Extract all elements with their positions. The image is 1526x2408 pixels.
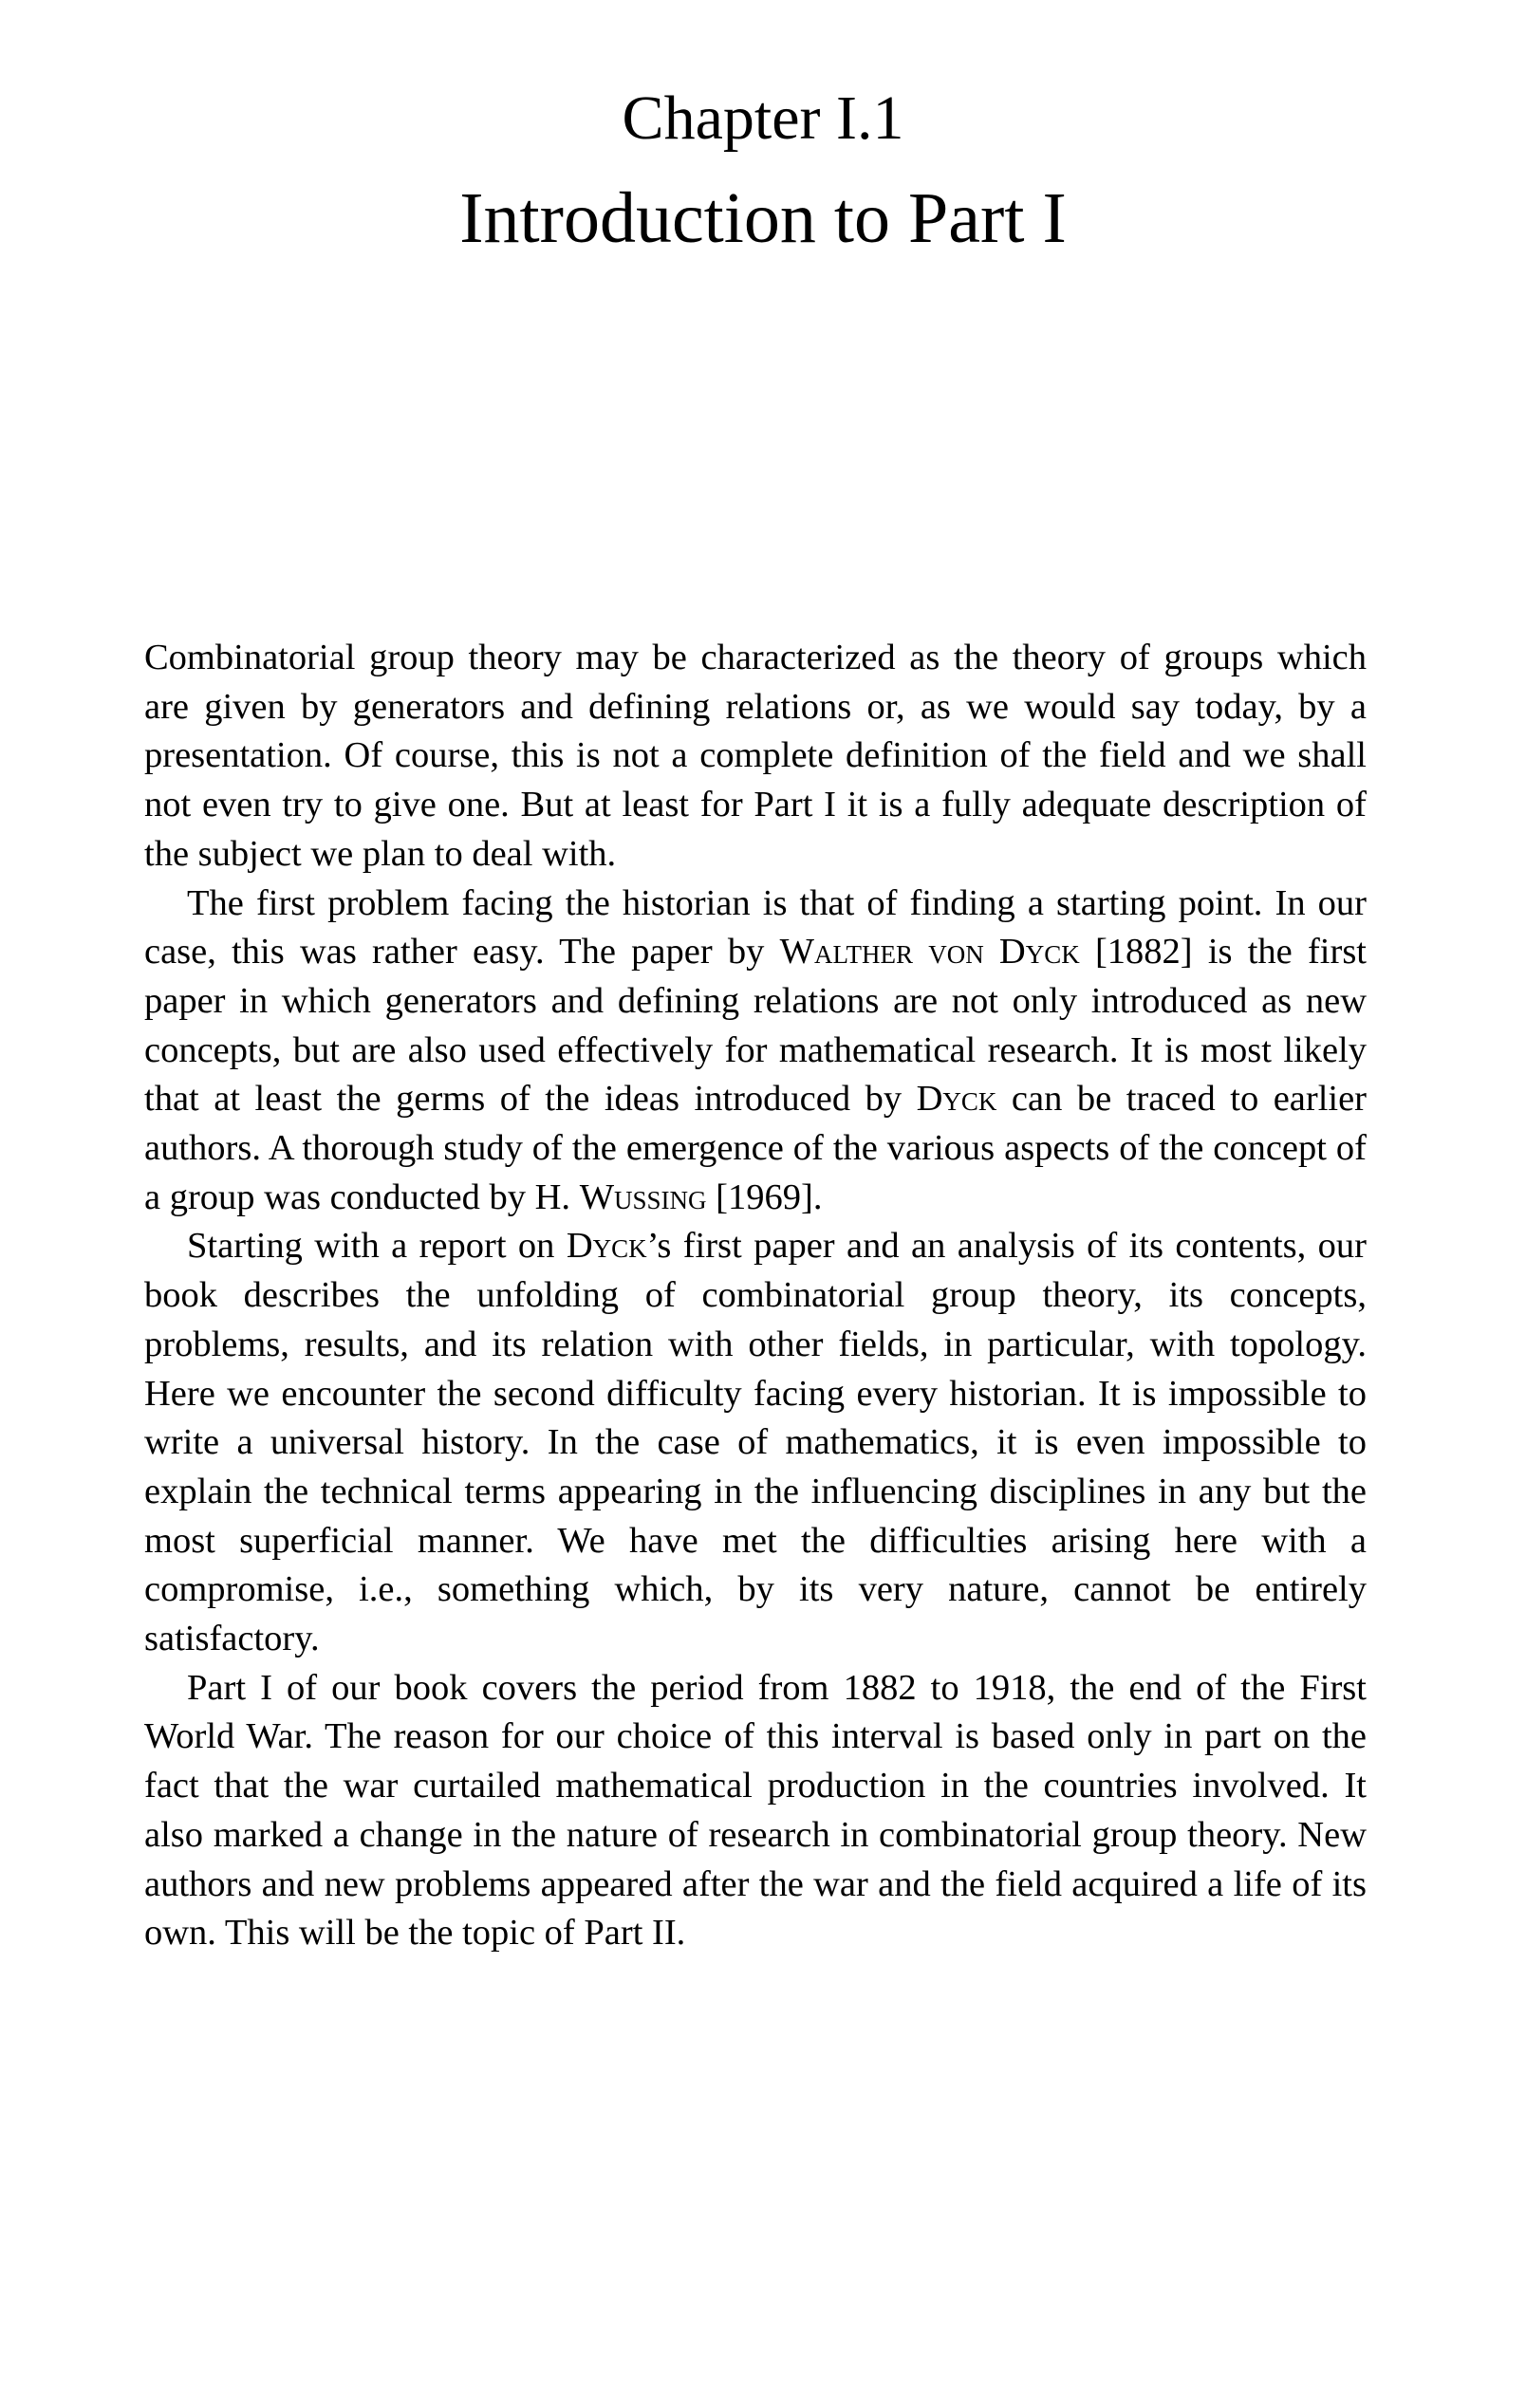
paragraph-3-text-1: Starting with a report on xyxy=(187,1226,567,1267)
author-name-dyck: Dyck xyxy=(566,1226,647,1267)
paragraph-3 xyxy=(144,1222,1367,1663)
paragraph-3-text-2: ’s first paper and an analysis of its contents, our book describes the unfolding of combinatorial group theory, its concepts, problems, results, and its relation with other fields, in particular, with topology. Here we encounter the second difficulty facing every historian. It is impossible to write a universal history. In the case of mathematics, it is even impossible to explain the technical terms appearing in the influencing disciplines in any but the most superficial manner. We have met the difficulties arising here with a compromise, i.e., something which, by its very nature, cannot be entirely satisfactory. xyxy=(144,1226,1367,1659)
paragraph-2 xyxy=(144,880,1367,1223)
paragraph-2-text-2: [1882] is the first paper in which generators and defining relations are not only introduced as new concepts, but are also used effectively for mathematical research. It is most likely that at least the germs of the ideas introduced by xyxy=(144,932,1368,1120)
paragraph-2-text-1: The first problem facing the historian is that of finding a starting point. In our case, this was rather easy. The paper by xyxy=(144,882,1367,972)
body-text xyxy=(144,634,1367,1958)
paragraph-2-text-4: [1969]. xyxy=(706,1176,823,1217)
paragraph-4: Part I of our book covers the period from 1882 to 1918, the end of the First World War. The reason for our choice of this interval is based only in part on the fact that the war curtailed mathematical production in the countries involved. It also marked a change in the nature of research in combinatorial group theory. New authors and new problems appeared after the war and the field acquired a life of its own. This will be the topic of Part II. xyxy=(144,1667,1367,1954)
paragraph-1: Combinatorial group theory may be characterized as the theory of groups which are given by generators and defining relations or, as we would say today, by a presentation. Of course, this is not a complete definition of the field and we shall not even try to give one. But at least for Part I it is a fully adequate description of the subject we plan to deal with. xyxy=(144,638,1367,874)
chapter-title: Introduction to Part I xyxy=(459,178,1067,258)
chapter-number: Chapter I.1 xyxy=(622,83,904,153)
author-name-walther-von-dyck: Walther von Dyck xyxy=(779,932,1080,972)
author-name-dyck: Dyck xyxy=(916,1079,997,1120)
paragraph-2-text-3: can be traced to earlier authors. A thorough study of the emergence of the various aspects of the concept of a group was conducted by H. xyxy=(144,1079,1367,1217)
author-name-wussing: Wussing xyxy=(579,1176,707,1217)
